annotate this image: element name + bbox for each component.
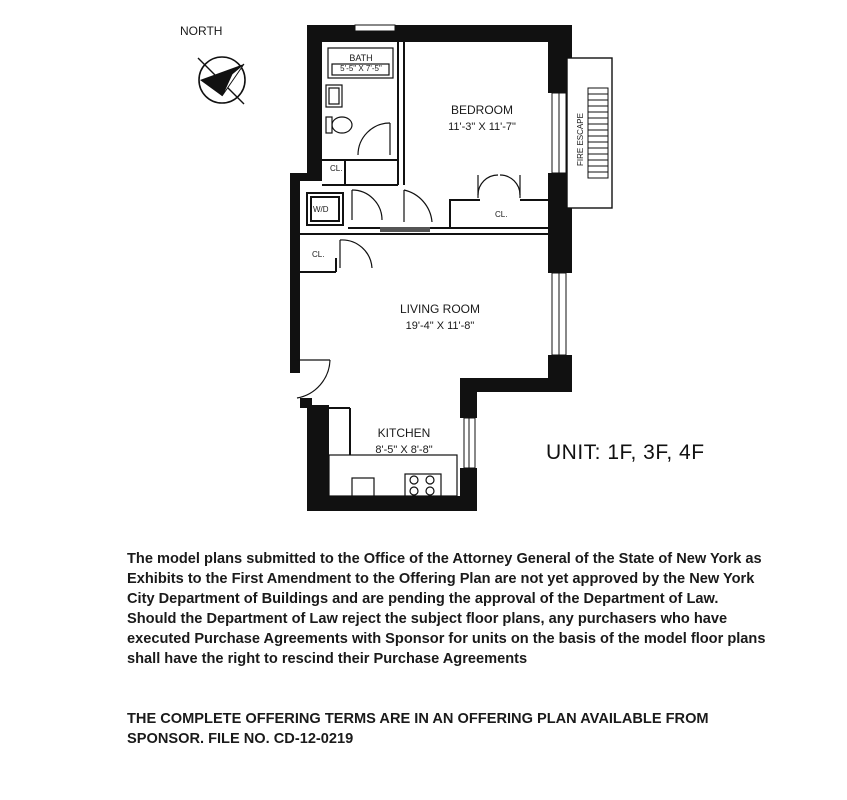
compass-label: NORTH	[180, 24, 223, 38]
kitchen-appliances	[329, 455, 457, 496]
bath-name: BATH	[349, 53, 373, 63]
unit-label: UNIT: 1F, 3F, 4F	[546, 441, 705, 464]
closet-label-hall: CL.	[312, 250, 325, 259]
kitchen-dims: 8'-5" X 8'-8"	[375, 444, 433, 456]
fire-escape-label: FIRE ESCAPE	[576, 113, 585, 166]
closet-label-bath: CL.	[330, 164, 343, 173]
notice-text: The model plans submitted to the Office of the Attorney General of the State of New York as Exhibits to the First Amendment to the Offering Plan are not yet approved by the New York City Department of Buildings and are pending the approval of the Department of Law. Should the Department of Law reject the subject floor plans, any purchasers who have executed Purchase Agreements with Sponsor for units on the basis of the model floor plans shall have the right to rescind their Purchase Agreements	[127, 551, 766, 667]
living-room-name: LIVING ROOM	[399, 302, 481, 316]
kitchen-sink	[352, 478, 374, 496]
offering-terms	[127, 709, 767, 749]
bedroom-dims: 11'-3" X 11'-7"	[448, 121, 516, 133]
kitchen-name: KITCHEN	[377, 426, 431, 440]
north-arrow-icon	[198, 57, 245, 104]
disclaimer-notice	[127, 549, 767, 669]
toilet	[332, 117, 352, 133]
closet-label-bedroom: CL.	[495, 210, 508, 219]
living-room-dims: 19'-4" X 11'-8"	[405, 320, 475, 332]
bedroom-name: BEDROOM	[450, 103, 514, 117]
terms-text: THE COMPLETE OFFERING TERMS ARE IN AN OFFERING PLAN AVAILABLE FROM SPONSOR. FILE NO. CD-12-0219	[127, 711, 709, 747]
bath-dims: 5'-5" X 7'-5"	[340, 64, 382, 73]
washer-dryer-label: W/D	[313, 205, 329, 214]
fire-escape	[567, 58, 612, 208]
pocket-door	[380, 227, 430, 232]
